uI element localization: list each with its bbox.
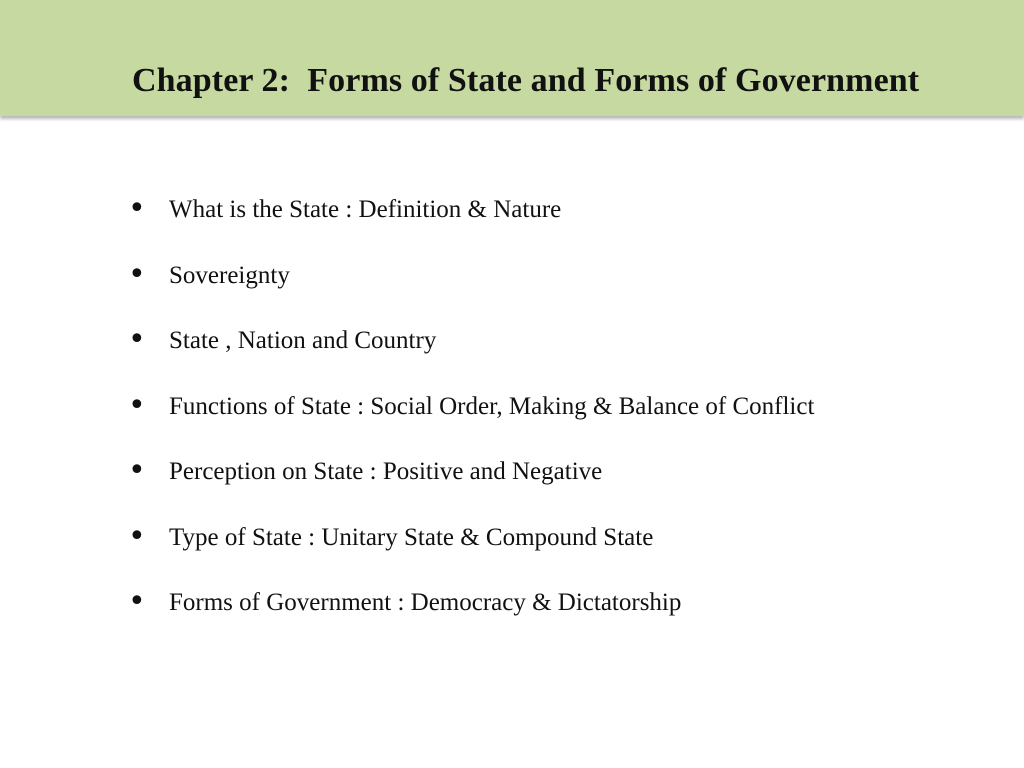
bullet-dot-icon: • <box>128 256 146 292</box>
bullet-text: Sovereignty <box>169 261 290 289</box>
bullet-text: Type of State : Unitary State & Compound State <box>169 523 654 551</box>
header-band <box>0 0 1024 116</box>
bullet-dot-icon: • <box>128 518 146 554</box>
bullet-item <box>128 389 814 455</box>
bullet-dot-icon: • <box>128 322 146 357</box>
bullet-text: What is the State : Definition & Nature <box>169 196 562 223</box>
bullet-text: Functions of State : Social Order, Making & Balance of Conflict <box>169 392 815 420</box>
bullet-text: Perception on State : Positive and Negative <box>169 458 603 485</box>
bullet-dot-icon: • <box>128 453 146 488</box>
bullet-list <box>128 192 814 651</box>
bullet-item <box>128 192 814 258</box>
bullet-item <box>128 585 814 651</box>
bullet-item <box>128 323 814 389</box>
slide-title: Chapter 2: Forms of State and Forms of Government <box>132 62 920 99</box>
bullet-dot-icon: • <box>128 191 146 226</box>
bullet-item <box>128 258 814 324</box>
bullet-text: Forms of Government : Democracy & Dictatorship <box>169 589 682 616</box>
bullet-item <box>128 454 814 520</box>
bullet-dot-icon: • <box>128 584 146 619</box>
bullet-item <box>128 520 814 586</box>
bullet-dot-icon: • <box>128 387 146 423</box>
bullet-text: State , Nation and Country <box>169 327 437 354</box>
